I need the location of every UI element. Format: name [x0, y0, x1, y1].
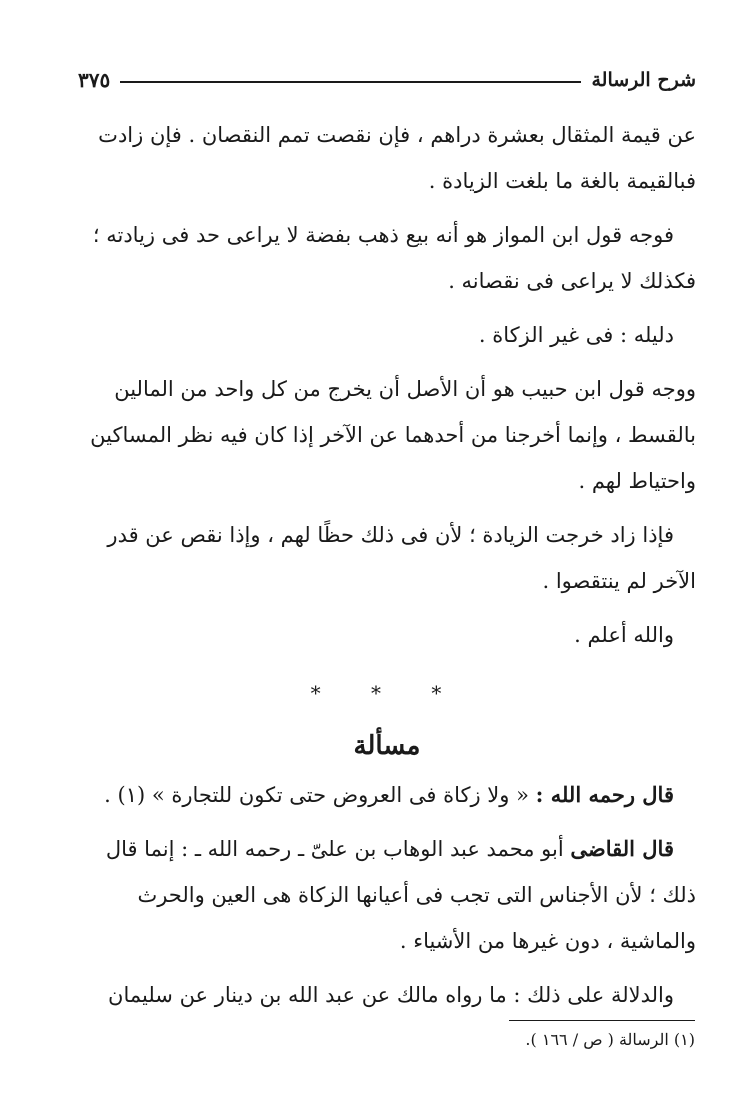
text-line: والله أعلم .: [574, 623, 674, 647]
commentary-text: أبو محمد عبد الوهاب بن علىّ ـ رحمه الله ـ : إنما قال: [105, 837, 564, 861]
section-separator: * * *: [310, 681, 464, 705]
text-line: والدلالة على ذلك : ما رواه مالك عن عبد الله بن دينار عن سليمان: [108, 983, 674, 1007]
commentary-speaker: قال القاضى: [570, 836, 674, 861]
text-line: والماشية ، دون غيرها من الأشياء .: [399, 929, 696, 953]
paragraph: [78, 312, 696, 358]
text-line: الآخر لم ينتقصوا .: [542, 569, 696, 593]
text-line: فوجه قول ابن المواز هو أنه بيع ذهب بفضة لا يراعى حد فى زيادته ؛: [92, 223, 674, 247]
text-line: دليله : فى غير الزكاة .: [478, 323, 674, 347]
paragraph: [78, 512, 696, 604]
header-rule: [120, 81, 581, 83]
page-body: [78, 112, 696, 1026]
text-line: فبالقيمة بالغة ما بلغت الزيادة .: [428, 169, 696, 193]
quote-text: « ولا زكاة فى العروض حتى تكون للتجارة » (١) .: [104, 783, 529, 807]
text-line: ووجه قول ابن حبيب هو أن الأصل أن يخرج من كل واحد من المالين: [114, 377, 696, 401]
evidence-paragraph: [78, 972, 696, 1018]
footnote-rule: [509, 1020, 695, 1021]
running-header: [78, 62, 696, 98]
text-line: [78, 772, 696, 818]
text-line: عن قيمة المثقال بعشرة دراهم ، فإن نقصت تمم النقصان . فإن زادت: [98, 123, 696, 147]
paragraph: [78, 112, 696, 204]
text-line: فإذا زاد خرجت الزيادة ؛ لأن فى ذلك حظًا لهم ، وإذا نقص عن قدر: [107, 523, 674, 547]
text-line: فكذلك لا يراعى فى نقصانه .: [448, 269, 696, 293]
paragraph: [78, 366, 696, 504]
text-line: ذلك ؛ لأن الأجناس التى تجب فى أعيانها الزكاة هى العين والحرث: [137, 883, 696, 907]
quote-speaker: قال رحمه الله :: [535, 782, 674, 807]
section-heading: مسألة: [353, 731, 421, 761]
commentary-paragraph: [78, 826, 696, 964]
page-number: ٣٧٥: [78, 68, 111, 92]
quote-paragraph: [78, 772, 696, 818]
footnote: (١) الرسالة ( ص / ١٦٦ ).: [525, 1030, 695, 1049]
text-line: [78, 826, 696, 872]
text-line: واحتياط لهم .: [578, 469, 696, 493]
header-title: شرح الرسالة: [591, 69, 696, 91]
paragraph: [78, 212, 696, 304]
paragraph: [78, 612, 696, 658]
text-line: بالقسط ، وإنما أخرجنا من أحدهما عن الآخر إذا كان فيه نظر المساكين: [90, 423, 696, 447]
